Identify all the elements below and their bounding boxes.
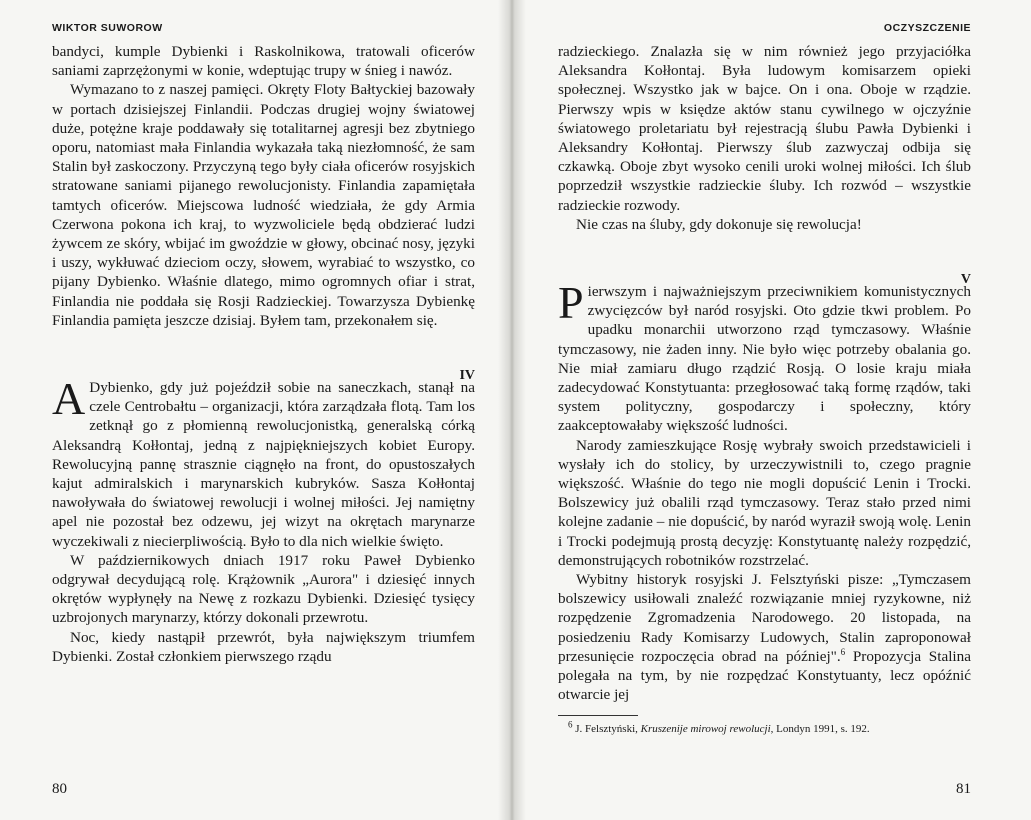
left-page-body [52, 42, 475, 666]
paragraph-text: Propozycja Stalina polegała na tym, by nie rozpędzać Konstytuanty, lecz opóźnić otwarcie jej [558, 647, 971, 704]
section-first-paragraph-text: ierwszym i najważniejszym przeciwnikiem komunistycznych zwycięzców był naród rosyjski. Oto gdzie tkwi problem. Po upadku monarchii utworzono rząd tymczasowy. Właśnie tymczasowy, nie żaden inny. Nie było więc potrzeby obalania go. Nie miał zamiaru długo rządzić Rosją. O losie kraju miała zadecydować Konstytuanta: przegłosować taką formę rządów, taki system polityczny, gospodarczy i społeczny, który zaakceptowałaby większość ludności. [558, 283, 971, 435]
left-paragraph: W październikowych dniach 1917 roku Paweł Dybienko odgrywał decydującą rolę. Krążownik „Aurora" i dziesięć innych okrętów wypłynęły na Newę z rozkazu Dybienki. Dziesięć tysięcy uzbrojonych marynarzy, którzy dokonali przewrotu. [52, 551, 475, 627]
right-paragraph: Nie czas na śluby, gdy dokonuje się rewolucja! [576, 215, 862, 233]
drop-cap: A [52, 373, 86, 425]
section-iv [52, 368, 475, 666]
right-paragraph [558, 570, 971, 704]
footnote-rest: Londyn 1991, s. 192. [776, 722, 870, 735]
running-head-right: OCZYSZCZENIE [883, 22, 971, 34]
section-first-paragraph [558, 277, 971, 436]
left-paragraph: Noc, kiedy nastąpił przewrót, była największym triumfem Dybienki. Został członkiem pierwszego rządu [52, 628, 475, 665]
drop-cap: P [558, 277, 584, 329]
footnote-number: 6 [568, 718, 573, 729]
footnote-title: Kruszenije mirowoj rewolucji, [640, 722, 774, 735]
page-number-left: 80 [52, 781, 67, 797]
section-first-paragraph-text: Dybienko, gdy już pojeździł sobie na saneczkach, stanął na czele Centrobałtu – organizacji, która zarządzała flotą. Tam los zetknął go z płomienną rewolucjonistką, generalską córką Aleksandrą Kołłontaj, jedną z najpiękniejszych kobiet Europy. Rewolucyjną pannę strasznie ciągnęło na front, do opustoszałych kajut admiralskich i marynarskich kubryków. Sasza Kołłontaj nawoływała do światowej rewolucji i wolnej miłości. Jej namiętny apel nie pozostał bez odzewu, jej wizyt na okrętach marynarze wyczekiwali z niecierpliwością. Było to dla nich wielkie święto. [52, 379, 475, 550]
right-paragraph: Narody zamieszkujące Rosję wybrały swoich przedstawicieli i wysłały ich do stolicy, by urzeczywistnili to, czego pragnie większość. Właśnie do tego nie mogli dopuścić Lenin i Trocki. Bolszewicy już obalili rząd tymczasowy. Teraz stało przed nimi kolejne zadanie – nie dopuścić, by naród wyraził swoją wolę. Lenin i Trocki podejmują prostą decyzję: Konstytuantę należy rozpędzić, demonstrujących robotników rozstrzelać. [558, 436, 971, 569]
paragraph-text: Wybitny historyk rosyjski J. Felsztyński pisze: „Tymczasem bolszewicy usiłowali znaleźć rozwiązanie mniej ryzykowne, niż rozpędzenie Zgromadzenia Narodowego. 20 listopada, na posiedzeniu Rady Komisarzy Ludowych, Stalin zaproponował przesunięcie rozpoczęcia obrad na później". [558, 571, 971, 665]
section-v [558, 272, 971, 704]
right-paragraph: radzieckiego. Znalazła się w nim również jego przyjaciółka Aleksandra Kołłontaj. Była ludowym komisarzem opieki społecznej. Wszystko jak w bajce. On i ona. Oboje w rządzie. Pierwszy wpis w księdze aktów stanu cywilnego w ojczyźnie światowego proletariatu był rejestracją ślubu Pawła Dybienki i Aleksandry Kołłontaj. Pierwszy ślub zazwyczaj odbija się czkawką. Oboje zbyt wysoko cenili uroki wolnej miłości. Ich ślub poprzedził wszystkie radzieckie śluby. Ich rozwód – wszystkie radzieckie rozwody. [558, 43, 971, 214]
footnote [558, 718, 971, 736]
left-paragraph: bandyci, kumple Dybienki i Raskolnikowa, tratowali oficerów saniami zaprzężonymi w konie, wdeptując trupy w śnieg i nawóz. [52, 43, 475, 80]
footnote-mark: 6 [840, 646, 846, 657]
section-number: IV [459, 368, 475, 384]
right-page [518, 0, 1031, 820]
left-page [0, 0, 505, 820]
section-number: V [960, 272, 971, 288]
right-page-body [558, 42, 971, 736]
footnote-author: J. Felsztyński, [575, 722, 638, 735]
page-number-right: 81 [956, 781, 971, 797]
footnote-divider [558, 715, 638, 716]
running-head-left: WIKTOR SUWOROW [52, 22, 163, 34]
left-paragraph: Wymazano to z naszej pamięci. Okręty Floty Bałtyckiej bazowały w portach dzisiejszej Finlandii. Podczas drugiej wojny światowej duże, potężne kraje poddawały się totalitarnej agresji bez zbytniego oporu, natomiast mała Finlandia wykazała taką niezłomność, że sam Stalin był zaskoczony. Przyczyną tego były ciała oficerów rosyjskich stratowane saniami pijanego rewolucjonisty. Finlandia zapamiętała tamtych oficerów. Miejscowa ludność wiedziała, że gdy Armia Czerwona pokona ich kraj, to wyzwoliciele będą obdzierać ludzi żywcem ze skóry, wbijać im gwoździe w głowy, obcinać nosy, języki i uszy, wykłuwać dzieciom oczy, słowem, wyrabiać to wszystko, co pijany Dybienko. Właśnie dlatego, mimo ogromnych ofiar i strat, Finlandia nie poddała się Rosji Radzieckiej. Towarzysza Dybienkę Finlandia pamięta jeszcze dzisiaj. Byłem tam, przekonałem się. [52, 81, 475, 329]
